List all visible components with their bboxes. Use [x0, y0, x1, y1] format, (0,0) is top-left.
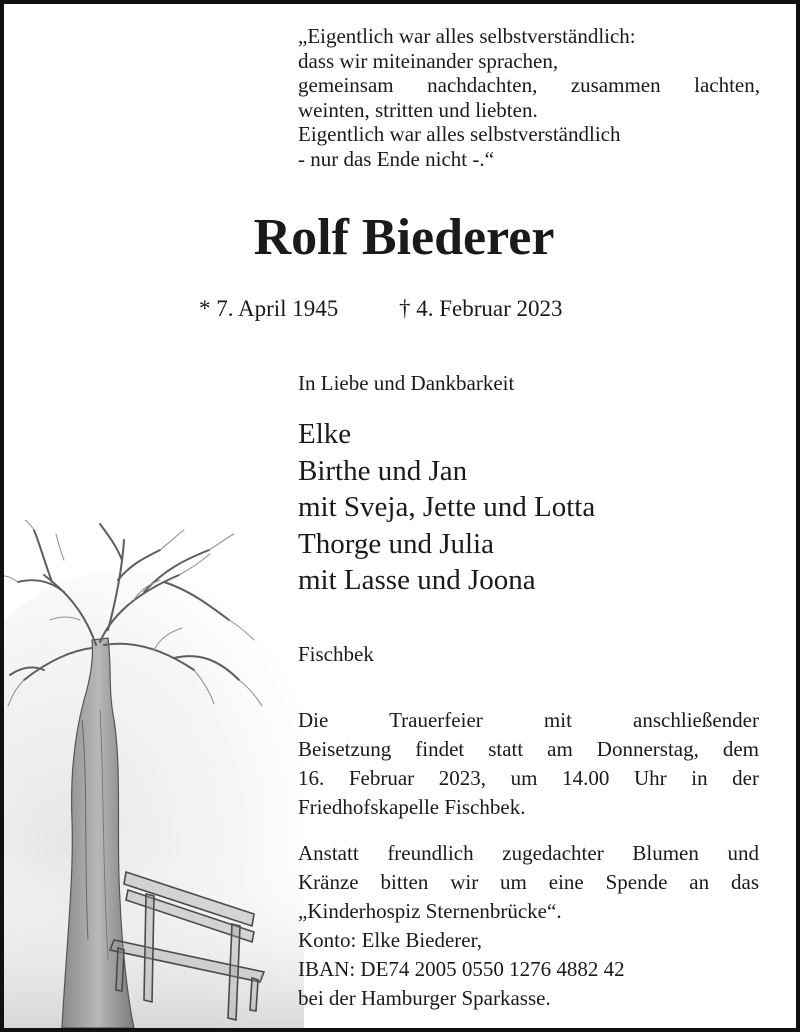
birth-date: * 7. April 1945: [199, 296, 339, 321]
donation-line: „Kinderhospiz Sternenbrücke“.: [298, 899, 562, 923]
deceased-name: Rolf Biederer: [253, 209, 555, 266]
mourner-name: Birthe und Jan: [298, 454, 468, 487]
donation-line: bei der Hamburger Sparkasse.: [298, 986, 551, 1010]
mourner-name: mit Sveja, Jette und Lotta: [298, 491, 596, 523]
mourner-name: Thorge und Julia: [298, 527, 494, 560]
ceremony-line: Friedhofskapelle Fischbek.: [298, 795, 526, 819]
poem-line: dass wir miteinander sprachen,: [298, 48, 559, 73]
mourners-intro: In Liebe und Dankbarkeit: [298, 371, 515, 395]
mourner-name: mit Lasse und Joona: [298, 564, 536, 596]
donation-line: Anstatt freundlich zugedachter Blumen und: [298, 841, 759, 865]
poem-line: Eigentlich war alles selbstverständlich: [298, 122, 621, 146]
poem-line: - nur das Ende nicht -.“: [298, 146, 494, 171]
ceremony-line: Beisetzung findet statt am Donnerstag, dem: [298, 737, 759, 761]
ceremony-line: Die Trauerfeier mit anschließender: [298, 708, 759, 732]
donation-line: Konto: Elke Biederer,: [298, 928, 483, 952]
ceremony-line: 16. Februar 2023, um 14.00 Uhr in der: [298, 766, 759, 790]
poem-line: gemeinsam nachdachten, zusammen lachten,: [298, 73, 760, 97]
donation-line: Kränze bitten wir um eine Spende an das: [298, 870, 759, 894]
mourner-name: Elke: [298, 418, 352, 450]
poem-line: „Eigentlich war alles selbstverständlich:: [298, 24, 636, 48]
death-date: † 4. Februar 2023: [399, 296, 563, 321]
mourners-place: Fischbek: [298, 642, 374, 666]
donation-iban: IBAN: DE74 2005 0550 1276 4882 42: [298, 957, 625, 981]
poem-line: weinten, stritten und liebten.: [298, 97, 538, 122]
